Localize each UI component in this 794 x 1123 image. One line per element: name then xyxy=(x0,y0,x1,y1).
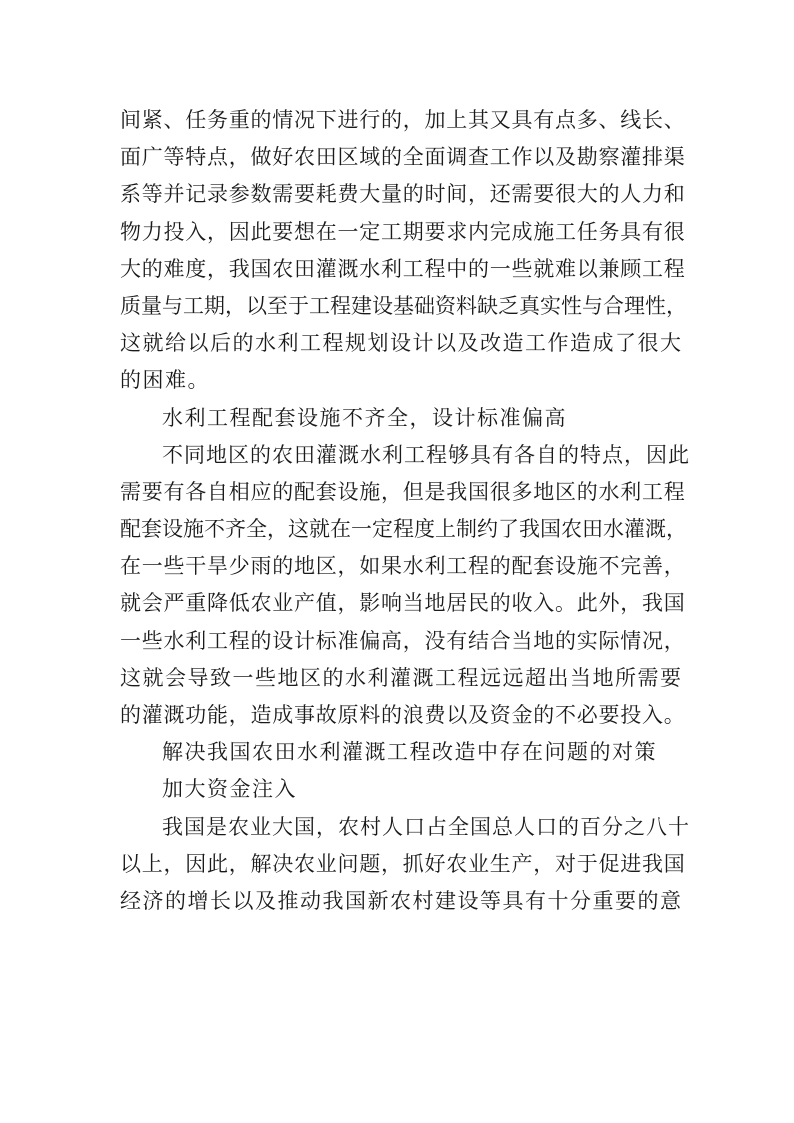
text-line: 质量与工期，以至于工程建设基础资料缺乏真实性与合理性， xyxy=(120,293,687,318)
text-line: 配套设施不齐全，这就在一定程度上制约了我国农田水灌溉， xyxy=(120,517,687,542)
text-line: 一些水利工程的设计标准偏高，没有结合当地的实际情况， xyxy=(120,628,686,653)
text-line: 的灌溉功能，造成事故原料的浪费以及资金的不必要投入。 xyxy=(120,703,686,727)
text-line: 系等并记录参数需要耗费大量的时间，还需要很大的人力和 xyxy=(120,182,686,207)
text-line: 水利工程配套设施不齐全，设计标准偏高 xyxy=(162,405,567,430)
text-line: 物力投入，因此要想在一定工期要求内完成施工任务具有很 xyxy=(120,219,686,244)
text-line: 这就会导致一些地区的水利灌溉工程远远超出当地所需要 xyxy=(120,665,683,690)
text-line: 解决我国农田水利灌溉工程改造中存在问题的对策 xyxy=(162,740,657,765)
text-line: 以上，因此，解决农业问题，抓好农业生产，对于促进我国 xyxy=(120,851,686,876)
text-line: 在一些干旱少雨的地区，如果水利工程的配套设施不完善， xyxy=(120,554,686,579)
text-line: 间紧、任务重的情况下进行的，加上其又具有点多、线长、 xyxy=(120,108,686,132)
text-line: 这就给以后的水利工程规划设计以及改造工作造成了很大 xyxy=(120,331,683,356)
text-line: 面广等特点，做好农田区域的全面调查工作以及勘察灌排渠 xyxy=(120,145,686,170)
text-line: 的困难。 xyxy=(120,368,210,393)
text-line: 大的难度，我国农田灌溉水利工程中的一些就难以兼顾工程 xyxy=(120,256,686,281)
text-line: 经济的增长以及推动我国新农村建设等具有十分重要的意 xyxy=(120,888,683,913)
text-line: 不同地区的农田灌溉水利工程够具有各自的特点，因此 xyxy=(162,442,690,467)
text-line: 就会严重降低农业产值，影响当地居民的收入。此外，我国 xyxy=(120,591,686,616)
text-line: 我国是农业大国，农村人口占全国总人口的百分之八十 xyxy=(162,814,690,839)
text-line: 需要有各自相应的配套设施，但是我国很多地区的水利工程 xyxy=(120,479,686,504)
document-body xyxy=(120,102,690,920)
text-line: 加大资金注入 xyxy=(162,777,297,802)
